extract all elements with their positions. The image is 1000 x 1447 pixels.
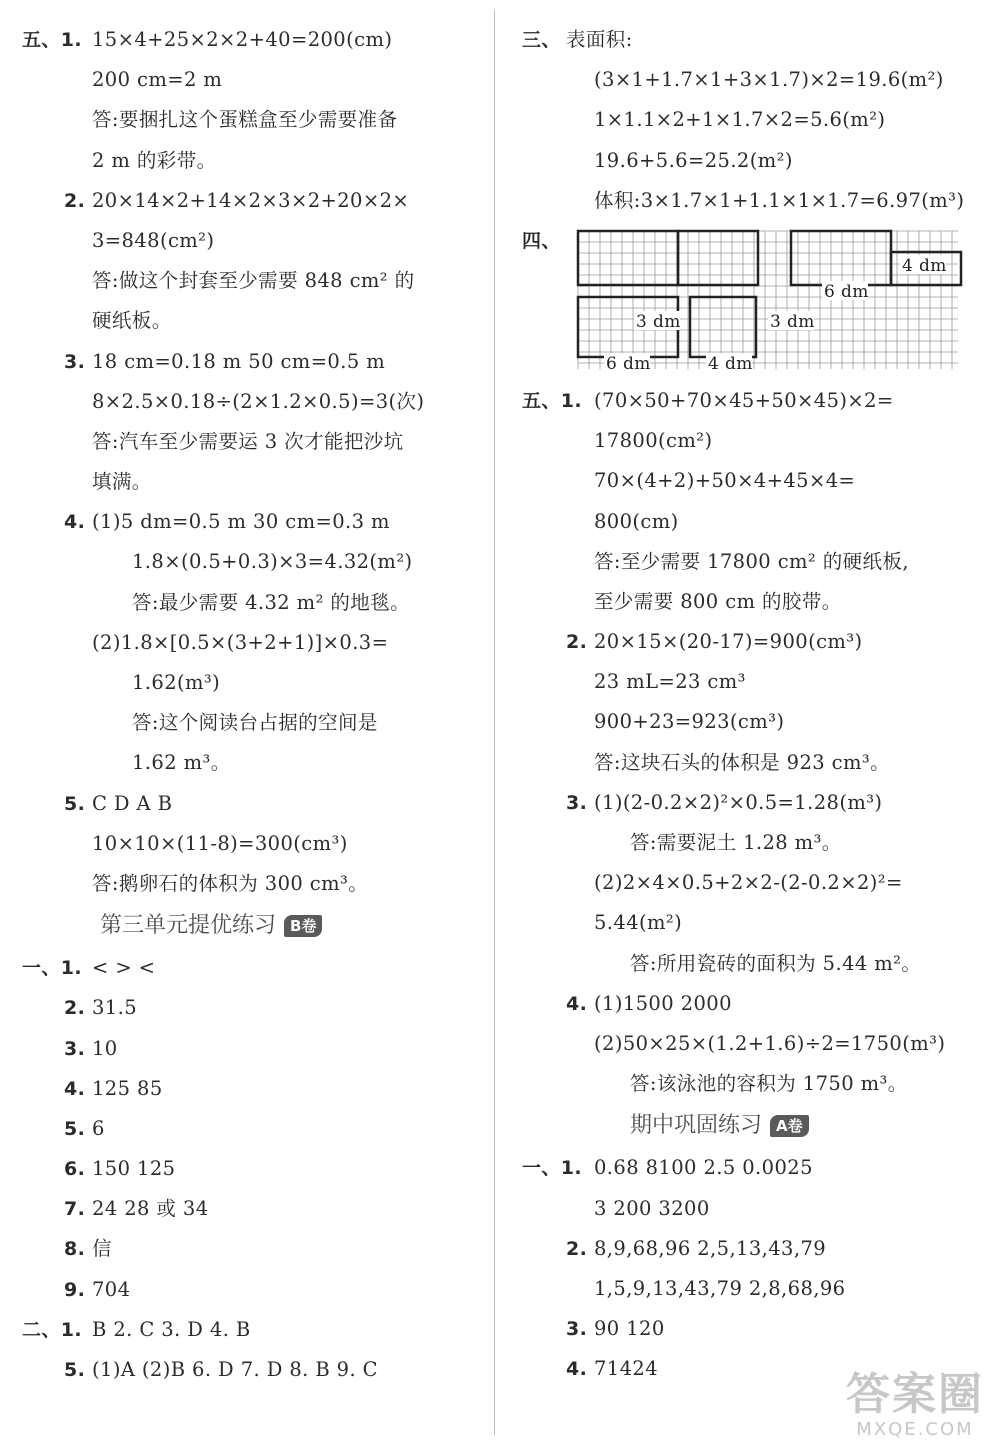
section-title [522,1104,982,1148]
net-rect-top-left [578,231,678,285]
answer-text: 8,9,68,96 2,5,13,43,79 [594,1236,827,1260]
answer-text: 答:做这个封套至少需要 848 cm² 的 [92,269,415,293]
answer-text: (3×1+1.7×1+3×1.7)×2=19.6(m²) [594,68,944,92]
answer-text: 23 mL=23 cm³ [594,670,746,694]
answer-text: 70×(4+2)+50×4+45×4= [594,469,856,493]
answer-line [522,181,982,221]
answer-line [522,1189,982,1229]
grid-dimension-label: 3 dm [770,311,815,332]
answer-text: (70×50+70×45+50×45)×2= [594,388,894,412]
answer-text: 0.68 8100 2.5 0.0025 [594,1156,813,1180]
answer-line [22,542,478,582]
answer-line [22,20,478,60]
answer-line [522,743,982,783]
question-number: 3. [64,350,86,373]
answer-line [522,1024,982,1064]
answer-text: 15×4+25×2×2+40=200(cm) [92,28,393,51]
answer-text: 答:该泳池的容积为 1750 m³。 [630,1072,908,1096]
answer-text: 900+23=923(cm³) [594,710,785,734]
answer-text: 31.5 [92,996,138,1020]
answer-text: 150 125 [92,1157,176,1181]
answer-text: 18 cm=0.18 m 50 cm=0.5 m [92,349,386,373]
section-title-text: 期中巩固练习 [630,1113,763,1139]
answer-text: (1)A (2)B 6. D 7. D 8. B 9. C [92,1358,378,1381]
answer-text: 800(cm) [594,509,679,533]
answer-line [22,100,478,140]
answer-text: 20×15×(20-17)=900(cm³) [594,630,863,654]
answer-line [22,824,478,864]
answer-line [22,502,478,542]
answer-text: 答:要捆扎这个蛋糕盒至少需要准备 [92,108,398,132]
answer-text: 200 cm=2 m [92,68,223,92]
answer-line [22,703,478,743]
answer-text: 1.8×(0.5+0.3)×3=4.32(m²) [132,550,413,574]
answer-line [522,823,982,863]
answer-text: B 2. C 3. D 4. B [92,1317,251,1341]
grid-figure-row [522,221,982,381]
answer-line [22,1189,478,1229]
answer-line [22,261,478,301]
answer-text: 20×14×2+14×2×3×2+20×2× [92,188,410,212]
column-divider [494,10,495,1435]
question-number: 3. [566,1318,588,1341]
answer-text: < > < [92,956,156,980]
question-number: 3. [566,791,588,814]
question-number: 4. [64,511,86,534]
question-number: 2. [64,997,86,1020]
answer-line [522,141,982,181]
answer-line [522,1269,982,1309]
section-number: 三、 [522,29,561,51]
answer-text: 19.6+5.6=25.2(m²) [594,148,793,172]
answer-text: 答:至少需要 17800 cm² 的硬纸板, [594,549,909,573]
answer-text: 704 [92,1277,131,1301]
answer-text: 3 200 3200 [594,1196,710,1220]
answer-line [522,863,982,903]
grid-dimension-label: 3 dm [636,311,681,332]
answer-line [522,702,982,742]
net-diagram-grid [566,219,966,377]
answer-text: 1×1.1×2+1×1.7×2=5.6(m²) [594,108,886,132]
answer-line [522,1229,982,1269]
answer-line [22,342,478,382]
answer-line [22,422,478,462]
answer-line [22,462,478,502]
answer-line [22,382,478,422]
answer-text: 1,5,9,13,43,79 2,8,68,96 [594,1276,846,1300]
answer-line [522,461,982,501]
question-number: 五、1. [22,29,83,51]
answer-line [22,1270,478,1310]
grid-dimension-label: 4 dm [708,353,753,374]
answer-text: (2)2×4×0.5+2×2-(2-0.2×2)²= [594,871,903,895]
section-title-text: 第三单元提优练习 [100,913,277,939]
question-number: 7. [64,1198,86,1221]
answer-text: 17800(cm²) [594,429,713,453]
question-number: 一、1. [522,1157,583,1180]
answer-line [522,662,982,702]
section-title [22,904,478,948]
answer-text: 2 m 的彩带。 [92,148,217,172]
watermark-title: 答案圈 [846,1369,984,1420]
answer-line [22,663,478,703]
answer-text: C D A B [92,791,173,815]
answer-line [22,743,478,783]
answer-line [22,221,478,261]
answer-line [22,301,478,341]
question-number: 2. [566,1237,588,1260]
answer-text: (1)(2-0.2×2)²×0.5=1.28(m³) [594,790,883,814]
answer-text: 答:鹅卵石的体积为 300 cm³。 [92,871,369,895]
left-column [22,20,478,1390]
answer-line [22,181,478,221]
answer-line [522,542,982,582]
net-rect-bottom-mid [690,297,756,357]
answer-text: 6 [92,1116,105,1140]
question-number: 3. [64,1037,86,1060]
answer-text: 答:最少需要 4.32 m² 的地毯。 [132,590,410,614]
section-badge: A卷 [770,1115,809,1137]
question-number: 一、1. [22,957,83,980]
net-rect-top-right [791,231,891,285]
answer-text: 10 [92,1036,118,1060]
answer-line [522,381,982,421]
answer-text: 体积:3×1.7×1+1.1×1×1.7=6.97(m³) [594,188,965,212]
answer-line [522,984,982,1024]
answer-line [522,903,982,943]
answer-text: 答:这块石头的体积是 923 cm³。 [594,750,891,774]
answer-line [22,1069,478,1109]
answer-text: 90 120 [594,1317,665,1341]
answer-text: (2)50×25×(1.2+1.6)÷2=1750(m³) [594,1031,946,1055]
grid-dimension-label: 6 dm [824,281,869,302]
answer-text: 1.62(m³) [132,671,221,694]
answer-line [522,20,982,60]
answer-line [22,1350,478,1390]
question-number: 2. [64,189,86,212]
answer-line [522,60,982,100]
answer-line [522,1064,982,1104]
answer-text: 125 85 [92,1076,163,1100]
answer-text: 71424 [594,1357,659,1381]
answer-line [22,141,478,181]
answer-text: 硬纸板。 [92,309,172,333]
right-column [522,20,982,1389]
answer-text: 答:汽车至少需要运 3 次才能把沙坑 [92,429,404,453]
question-number: 5. [64,1359,86,1381]
answer-text: 至少需要 800 cm 的胶带。 [594,589,842,613]
answer-line [22,623,478,663]
question-number: 8. [64,1238,86,1261]
answer-line [522,100,982,140]
answer-line [522,783,982,823]
answer-text: 表面积: [566,28,633,51]
answer-text: 信 [92,1237,112,1261]
answer-text: 答:这个阅读台占据的空间是 [132,711,378,735]
section-number: 四、 [522,229,561,252]
question-number: 二、1. [22,1318,83,1341]
answer-text: 10×10×(11-8)=300(cm³) [92,831,348,855]
answer-text: 1.62 m³。 [132,751,231,775]
answer-line [22,1109,478,1149]
answer-text: 填满。 [92,470,152,494]
answer-line [22,60,478,100]
answer-text: (2)1.8×[0.5×(3+2+1)]×0.3= [92,630,389,654]
answer-line [22,948,478,988]
net-rect-top-mid [678,231,758,285]
answer-line [22,864,478,904]
answer-line [522,582,982,622]
answer-text: 8×2.5×0.18÷(2×1.2×0.5)=3(次) [92,389,425,413]
answer-line [522,622,982,662]
answer-line [522,1148,982,1188]
answer-line [22,1029,478,1069]
question-number: 五、1. [522,389,583,412]
answer-line [22,784,478,824]
question-number: 4. [566,1358,588,1381]
answer-text: (1)1500 2000 [594,991,732,1015]
grid-dimension-label: 4 dm [902,255,947,276]
answer-line [522,944,982,984]
answer-line [22,1310,478,1350]
section-badge: B卷 [284,915,322,937]
answer-text: 24 28 或 34 [92,1197,209,1221]
answer-text: 5.44(m²) [594,911,683,935]
question-number: 5. [64,1117,86,1140]
answer-text: (1)5 dm=0.5 m 30 cm=0.3 m [92,510,390,534]
watermark-url: MXQE.COM [856,1419,974,1440]
answer-line [522,421,982,461]
answer-text: 3=848(cm²) [92,228,215,252]
question-number: 9. [64,1278,86,1301]
watermark-logo [846,1371,984,1441]
answer-line [22,583,478,623]
answer-text: 答:所用瓷砖的面积为 5.44 m²。 [630,951,922,975]
question-number: 2. [566,631,588,654]
question-number: 5. [64,792,86,815]
grid-dimension-label: 6 dm [606,353,651,374]
answer-line [522,1309,982,1349]
answer-text: 答:需要泥土 1.28 m³。 [630,831,842,854]
answer-line [522,502,982,542]
question-number: 4. [64,1077,86,1100]
answer-line [22,988,478,1028]
question-number: 6. [64,1158,86,1181]
answer-line [22,1229,478,1269]
answer-line [22,1149,478,1189]
question-number: 4. [566,992,588,1015]
